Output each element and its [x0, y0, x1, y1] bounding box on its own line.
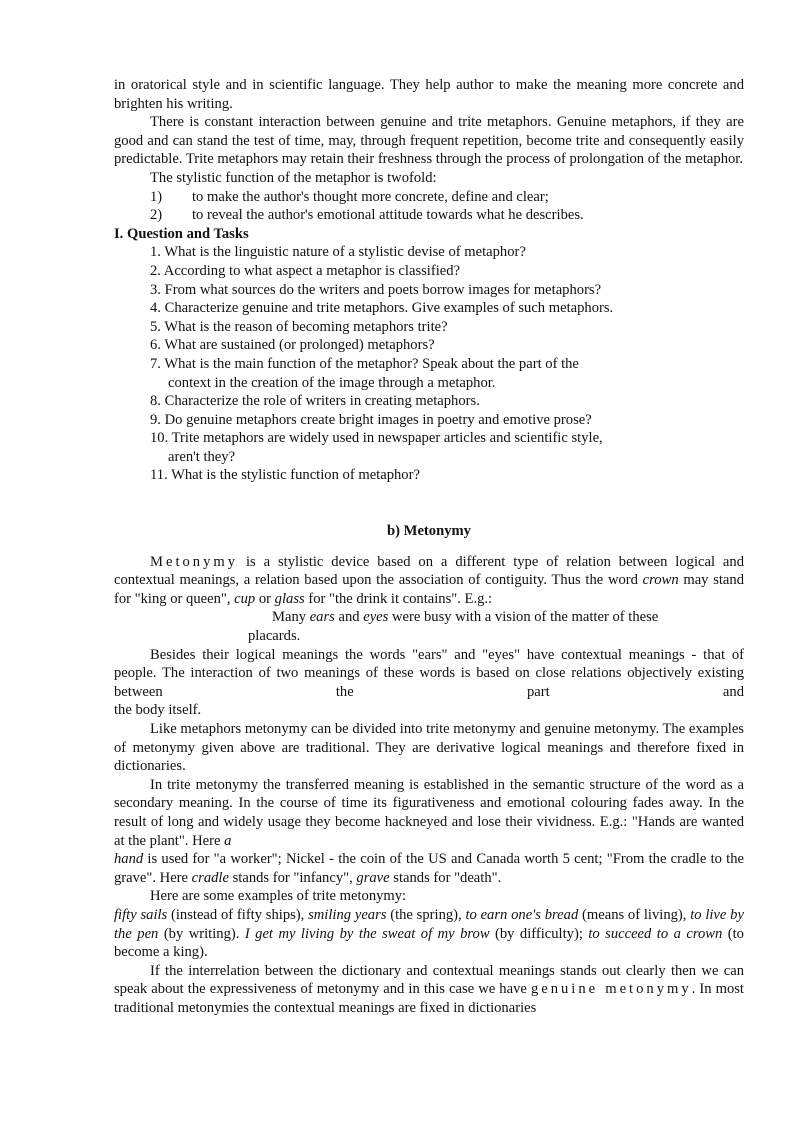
intro-paragraph-1: in oratorical style and in scientific language. They help author to make the meaning more concrete and brighten his writing.	[114, 77, 744, 112]
question-item-continuation: aren't they?	[168, 448, 236, 465]
besides-paragraph: Besides their logical meanings the words "ears" and "eyes" have contextual meanings - that of people. The interaction of two meanings of these words is based on close relations objectively existing between the part and	[114, 646, 744, 700]
intro-paragraph-2: There is constant interaction between genuine and trite metaphors. Genuine metaphors, if they are good and can stand the test of time, may, through frequent repetition, become trite and consequently easily predictable. Trite metaphors may retain their freshness through the process of prolongation of the metaphor.	[114, 114, 744, 168]
questions-heading: I. Question and Tasks	[114, 225, 249, 242]
function-item-number: 1)	[150, 188, 163, 205]
question-item: 8. Characterize the role of writers in creating metaphors.	[150, 393, 480, 410]
intro-paragraph-3: The stylistic function of the metaphor is twofold:	[150, 169, 437, 186]
question-item: 5. What is the reason of becoming metaphors trite?	[150, 318, 448, 335]
term-metonymy: Metonymy	[150, 553, 239, 570]
question-item: 7. What is the main function of the metaphor? Speak about the part of the	[150, 355, 579, 372]
term-genuine-metonymy: genuine metonymy	[530, 981, 692, 998]
function-item-1	[114, 188, 744, 207]
question-item: 3. From what sources do the writers and poets borrow images for metaphors?	[150, 281, 602, 298]
question-item: 4. Characterize genuine and trite metaphors. Give examples of such metaphors.	[150, 300, 614, 317]
section-title: b) Metonymy	[387, 523, 471, 540]
function-item-2	[114, 206, 744, 225]
example-quote: Many ears and eyes were busy with a vision of the matter of these	[272, 609, 659, 626]
function-item-text: to reveal the author's emotional attitude towards what he describes.	[192, 207, 584, 224]
question-item: 9. Do genuine metaphors create bright images in poetry and emotive prose?	[150, 411, 592, 428]
question-item: 1. What is the linguistic nature of a stylistic devise of metaphor?	[150, 244, 526, 261]
metonymy-definition: Metonymy is a stylistic device based on a different type of relation between logical and contextual meanings, a relation based upon the association of contiguity. Thus the word crown may stand for "king or queen", cup or glass for "the drink it contains". E.g.:	[114, 553, 744, 607]
question-item: 10. Trite metaphors are widely used in newspaper articles and scientific style,	[150, 430, 603, 447]
function-item-number: 2)	[150, 207, 163, 224]
question-item: 6. What are sustained (or prolonged) metaphors?	[150, 337, 435, 354]
function-item-text: to make the author's thought more concrete, define and clear;	[192, 188, 549, 205]
genuine-metonymy-paragraph: If the interrelation between the dictionary and contextual meanings stands out clearly then we can speak about the expressiveness of metonymy and in this case we have genuine metonymy. In most traditional metonymies the contextual meanings are fixed in dictionaries	[114, 962, 744, 1016]
question-item: 2. According to what aspect a metaphor is classified?	[150, 262, 461, 279]
questions-list	[114, 243, 744, 485]
document-page	[114, 76, 744, 1018]
trite-metonymy-paragraph: In trite metonymy the transferred meaning is established in the semantic structure of the word as a secondary meaning. In the course of time its figurativeness and emotional colouring fades away. In the result of long and widely usage they become hackneyed and lose their vividness. E.g.: "Hands are wanted at the plant". Here a hand is used for "a worker"; Nickel - the coin of the US and Canada worth 5 cent; "From the cradle to the grave". Here cradle stands for "infancy", grave stands for "death".	[114, 776, 744, 886]
like-metaphors-paragraph: Like metaphors metonymy can be divided into trite metonymy and genuine metonymy. The examples of metonymy given above are traditional. They are derivative logical meanings and therefore fixed in dictionaries.	[114, 721, 744, 775]
question-item-continuation: context in the creation of the image through a metaphor.	[168, 374, 496, 391]
examples-paragraph: fifty sails (instead of fifty ships), smiling years (the spring), to earn one's bread (means of living), to live by the pen (by writing). I get my living by the sweat of my brow (by difficulty); to succeed to a crown (to become a king).	[114, 906, 744, 961]
example-quote-continuation: placards.	[248, 628, 301, 645]
besides-paragraph-end: the body itself.	[114, 702, 202, 719]
examples-intro: Here are some examples of trite metonymy:	[150, 888, 407, 905]
question-item: 11. What is the stylistic function of metaphor?	[150, 467, 420, 484]
